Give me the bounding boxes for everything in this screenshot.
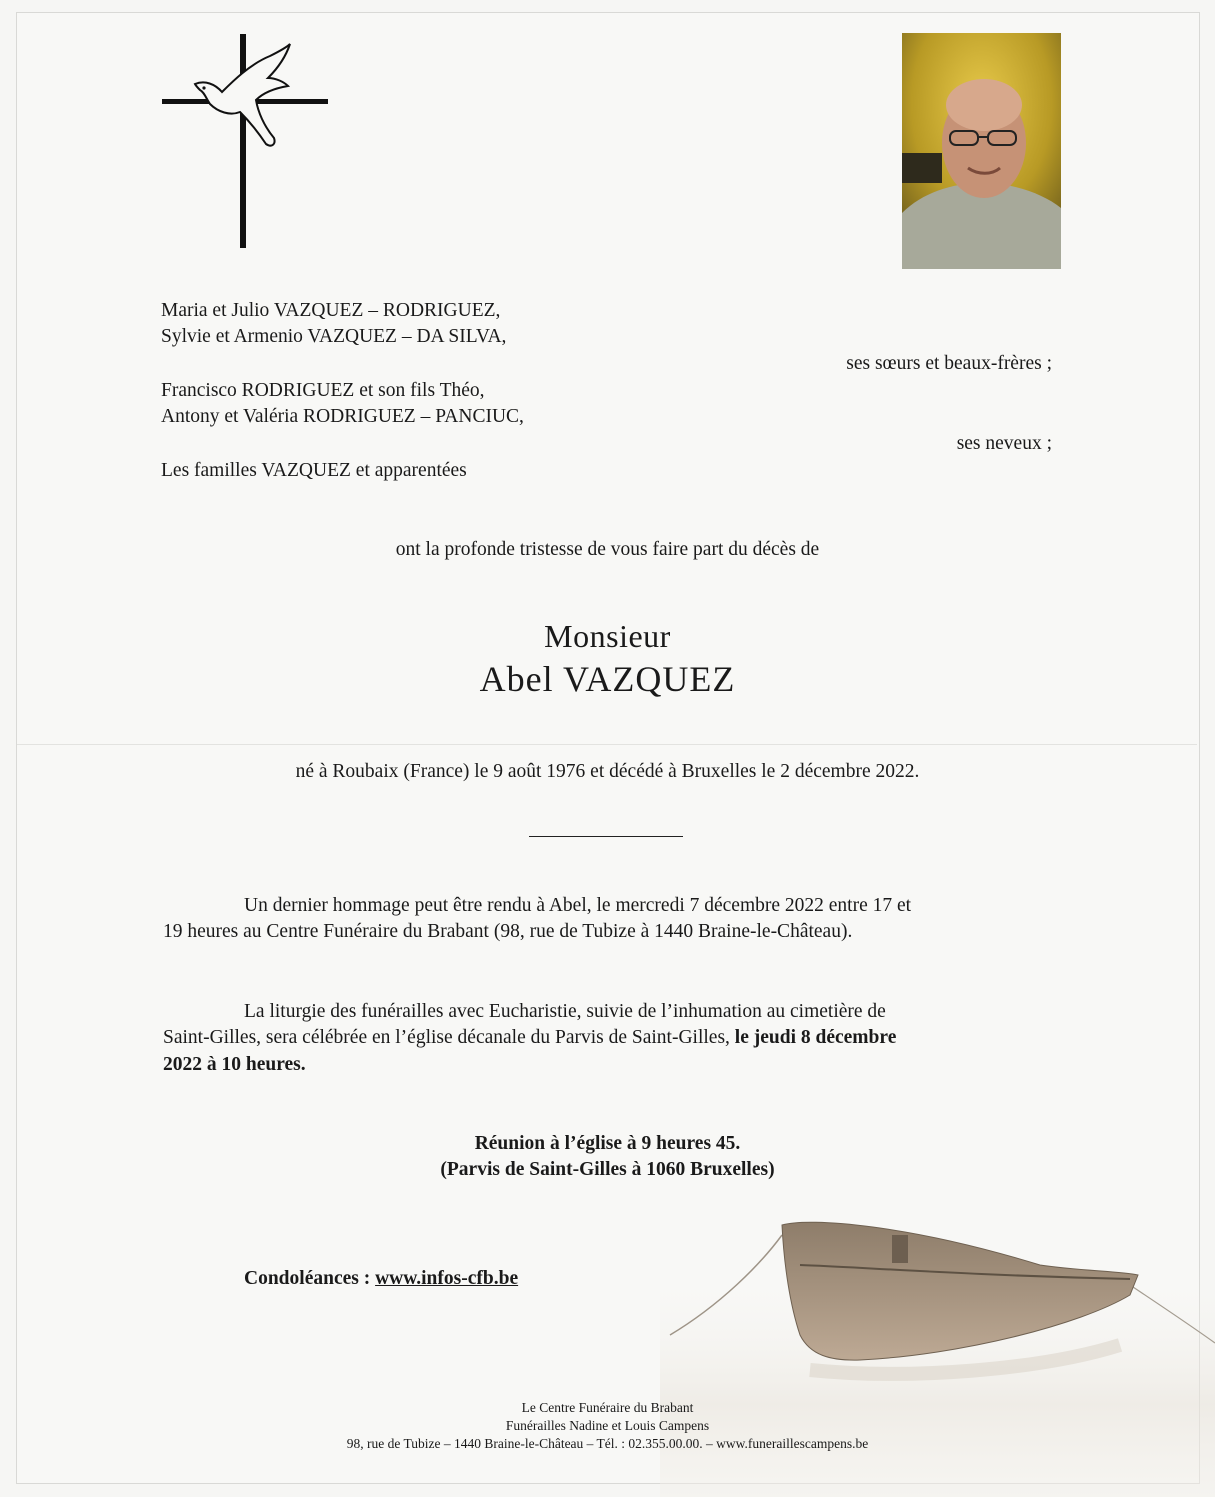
family-line-3: Francisco RODRIGUEZ et son fils Théo, xyxy=(161,380,485,401)
family-line-1: Maria et Julio VAZQUEZ – RODRIGUEZ, xyxy=(161,300,501,321)
liturgie-line-1: La liturgie des funérailles avec Eucharistie, suivie de l’inhumation au cimetière de xyxy=(244,1001,886,1022)
rowboat-illustration xyxy=(660,1205,1215,1497)
footer-line-3: 98, rue de Tubize – 1440 Braine-le-Château – Tél. : 02.355.00.00. – www.funeraillescampens.be xyxy=(346,1436,869,1451)
family-line-4: Antony et Valéria RODRIGUEZ – PANCIUC, xyxy=(161,406,524,427)
family-line-2: Sylvie et Armenio VAZQUEZ – DA SILVA, xyxy=(161,326,507,347)
relation-nephews: ses neveux ; xyxy=(956,433,1052,454)
fold-line xyxy=(17,744,1197,745)
cross-with-dove-icon xyxy=(160,34,330,248)
relation-sisters: ses sœurs et beaux-frères ; xyxy=(846,353,1052,374)
condoleances xyxy=(244,1266,518,1292)
liturgie-date-bold: le jeudi 8 décembre xyxy=(734,1027,897,1048)
deceased-dates: né à Roubaix (France) le 9 août 1976 et décédé à Bruxelles le 2 décembre 2022. xyxy=(295,761,920,782)
condoleances-link[interactable]: www.infos-cfb.be xyxy=(375,1268,519,1289)
reunion-line-1: Réunion à l’église à 9 heures 45. xyxy=(474,1133,741,1154)
footer-line-2: Funérailles Nadine et Louis Campens xyxy=(505,1418,710,1433)
condoleances-label: Condoléances : xyxy=(244,1268,371,1289)
announcement: ont la profonde tristesse de vous faire part du décès de xyxy=(395,539,820,560)
deceased-name: Abel VAZQUEZ xyxy=(479,659,736,699)
portrait-photo xyxy=(902,33,1061,269)
footer-line-1: Le Centre Funéraire du Brabant xyxy=(521,1400,694,1415)
reunion-line-2: (Parvis de Saint-Gilles à 1060 Bruxelles) xyxy=(440,1159,775,1180)
hommage-line-2: 19 heures au Centre Funéraire du Brabant (98, rue de Tubize à 1440 Braine-le-Château). xyxy=(163,921,853,942)
liturgie-line-2 xyxy=(163,1025,896,1051)
hommage-line-1: Un dernier hommage peut être rendu à Abel, le mercredi 7 décembre 2022 entre 17 et xyxy=(244,895,912,916)
family-line-5: Les familles VAZQUEZ et apparentées xyxy=(161,460,467,481)
deceased-honorific: Monsieur xyxy=(544,618,671,654)
liturgie-line-2-normal: Saint-Gilles, sera célébrée en l’église décanale du Parvis de Saint-Gilles, xyxy=(163,1027,730,1048)
separator-line xyxy=(529,836,683,837)
liturgie-line-3: 2022 à 10 heures. xyxy=(163,1054,306,1075)
